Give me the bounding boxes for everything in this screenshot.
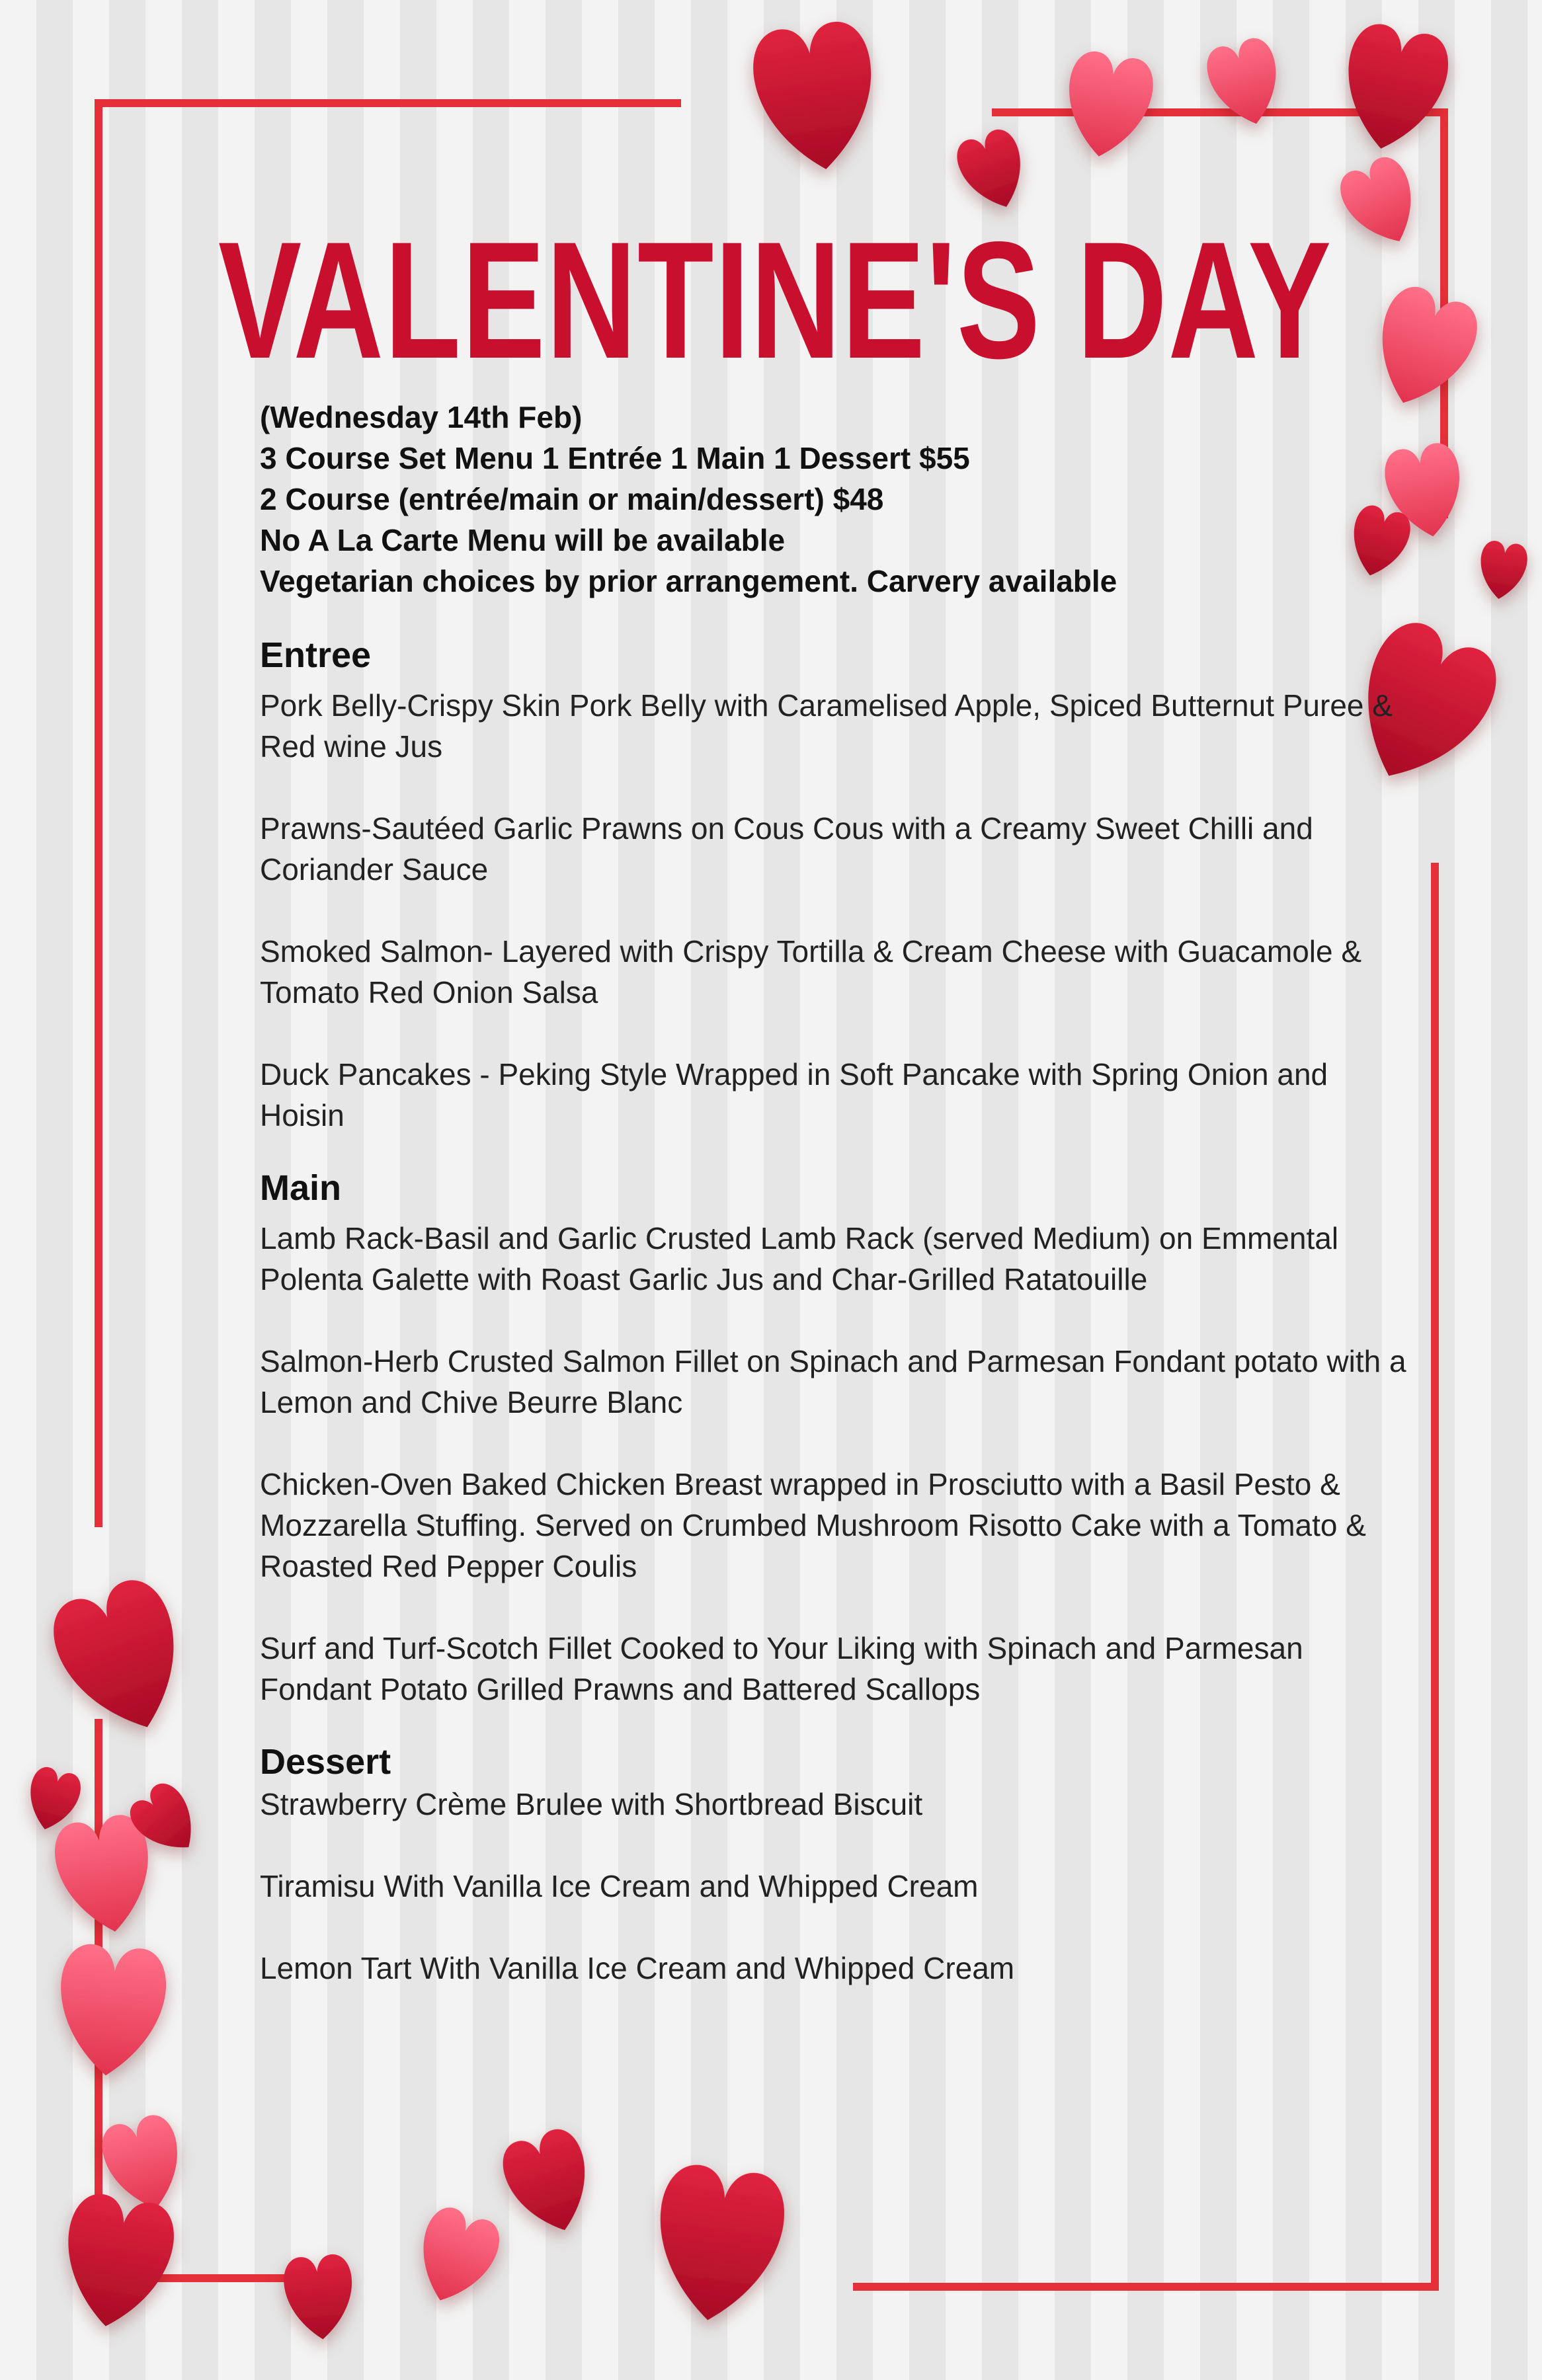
heart-icon [952, 125, 1035, 218]
info-vegetarian: Vegetarian choices by prior arrangement. Carvery available [260, 564, 1117, 598]
heart-icon [43, 1571, 203, 1747]
info-three-course: 3 Course Set Menu 1 Entrée 1 Main 1 Dessert $55 [260, 441, 970, 475]
heart-icon [1333, 151, 1430, 255]
menu-item: Strawberry Crème Brulee with Shortbread Biscuit [260, 1787, 923, 1821]
menu-sections [260, 633, 1410, 2030]
heart-icon [1476, 539, 1529, 602]
heart-icon [647, 2161, 790, 2328]
heart-icon [1058, 48, 1158, 163]
menu-item: Tiramisu With Vanilla Ice Cream and Whipped Cream [260, 1869, 979, 1903]
section-heading-dessert: Dessert [260, 1742, 391, 1782]
menu-item: Pork Belly-Crispy Skin Pork Belly with Caramelised Apple, Spiced Butternut Puree & Red wine Jus [260, 688, 1393, 764]
section-dessert [260, 1740, 1410, 1989]
heart-icon [496, 2123, 603, 2242]
menu-item: Duck Pancakes - Peking Style Wrapped in Soft Pancake with Spring Onion and Hoisin [260, 1057, 1328, 1132]
heart-icon [1202, 34, 1289, 132]
info-date: (Wednesday 14th Feb) [260, 400, 583, 434]
menu-info [260, 397, 1384, 602]
menu-item: Lemon Tart With Vanilla Ice Cream and Whipped Cream [260, 1951, 1015, 1985]
menu-item: Smoked Salmon- Layered with Crispy Tortilla & Cream Cheese with Guacamole & Tomato Red Onion Salsa [260, 934, 1362, 1010]
info-two-course: 2 Course (entrée/main or main/dessert) $48 [260, 482, 884, 516]
heart-icon [1332, 19, 1454, 159]
menu-item: Salmon-Herb Crusted Salmon Fillet on Spinach and Parmesan Fondant potato with a Lemon and Chive Beurre Blanc [260, 1344, 1406, 1419]
menu-item: Surf and Turf-Scotch Fillet Cooked to Your Liking with Spinach and Parmesan Fondant Potato Grilled Prawns and Battered Scallops [260, 1631, 1303, 1706]
heart-icon [54, 1942, 169, 2080]
menu-item: Chicken-Oven Baked Chicken Breast wrapped in Prosciutto with a Basil Pesto & Mozzarella Stuffing. Served on Crumbed Mushroom Risotto Cake with a Tomato & Roasted Red Pepper Coulis [260, 1467, 1366, 1583]
menu-item: Prawns-Sautéed Garlic Prawns on Cous Cous with a Creamy Sweet Chilli and Coriander Sauce [260, 811, 1313, 887]
menu-item: Lamb Rack-Basil and Garlic Crusted Lamb Rack (served Medium) on Emmental Polenta Galette with Roast Garlic Jus and Char-Grilled Ratatouille [260, 1221, 1339, 1296]
info-no-a-la-carte: No A La Carte Menu will be available [260, 523, 786, 557]
heart-icon [54, 2190, 180, 2335]
section-heading-main: Main [260, 1168, 342, 1208]
heart-icon [282, 2253, 356, 2342]
page-title: VALENTINE'S DAY [218, 208, 1332, 393]
section-main [260, 1166, 1410, 1710]
heart-icon [405, 2202, 507, 2313]
section-entree [260, 633, 1410, 1136]
heart-icon [748, 18, 884, 177]
section-heading-entree: Entree [260, 635, 372, 675]
